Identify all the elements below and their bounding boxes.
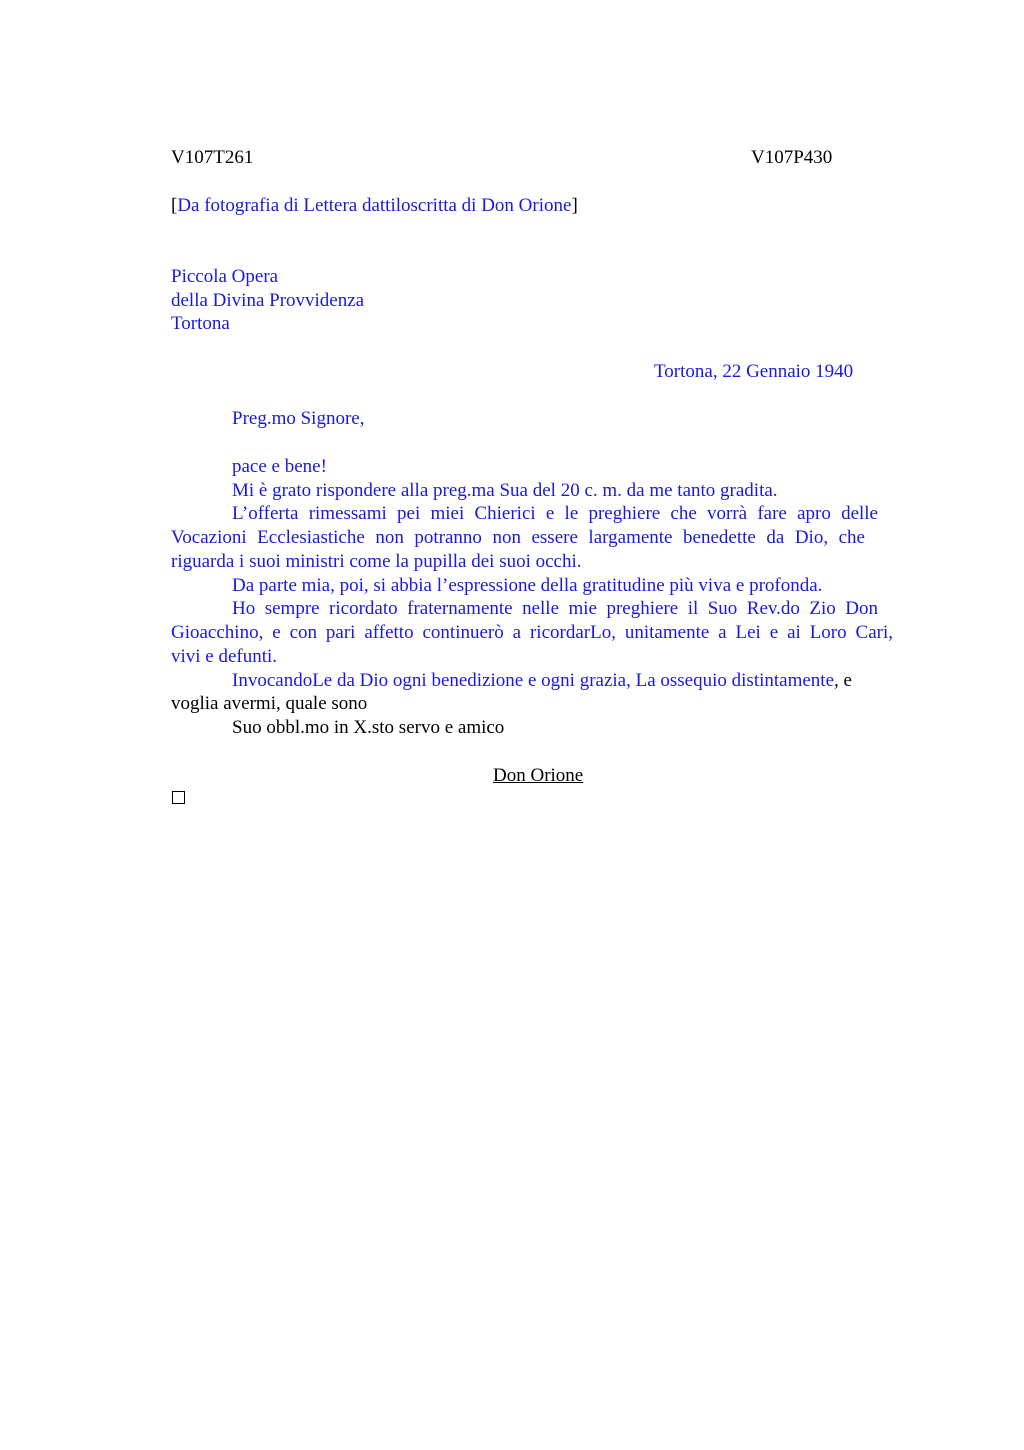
source-note-text: Da fotografia di Lettera dattiloscritta di Don Orione xyxy=(177,195,572,216)
paragraph-5-line-1 xyxy=(232,669,852,693)
source-note-close-bracket: ] xyxy=(571,195,578,216)
signature: Don Orione xyxy=(493,765,584,786)
document-code-left: V107T261 xyxy=(171,147,254,168)
letter-date: Tortona, 22 Gennaio 1940 xyxy=(654,361,854,382)
paragraph-2-line-1: L’offerta rimessami pei miei Chierici e le preghiere che vorrà fare apro delle xyxy=(232,503,878,524)
paragraph-4-line-3: vivi e defunti. xyxy=(171,646,278,667)
salutation: Preg.mo Signore, xyxy=(232,408,365,429)
source-note xyxy=(171,194,578,218)
paragraph-4-line-2: Gioacchino, e con pari affetto continuerò a ricordarLo, unitamente a Lei e ai Loro Cari, xyxy=(171,622,893,643)
paragraph-1: Mi è grato rispondere alla preg.ma Sua del 20 c. m. da me tanto gradita. xyxy=(232,480,778,501)
paragraph-5-blue-text: InvocandoLe da Dio ogni benedizione e ogni grazia, La ossequio distintamente xyxy=(232,670,835,691)
paragraph-4-line-1: Ho sempre ricordato fraternamente nelle mie preghiere il Suo Rev.do Zio Don xyxy=(232,598,878,619)
paragraph-2-line-2: Vocazioni Ecclesiastiche non potranno non essere largamente benedette da Dio, che xyxy=(171,527,865,548)
letterhead-line-2: della Divina Provvidenza xyxy=(171,290,365,311)
closing: Suo obbl.mo in X.sto servo e amico xyxy=(232,717,505,738)
paragraph-5-line-2: voglia avermi, quale sono xyxy=(171,693,368,714)
paragraph-3: Da parte mia, poi, si abbia l’espressione della gratitudine più viva e profonda. xyxy=(232,575,823,596)
letterhead-line-3: Tortona xyxy=(171,313,230,334)
paragraph-5-black-text: , e xyxy=(834,670,852,691)
greeting: pace e bene! xyxy=(232,456,327,477)
document-code-right: V107P430 xyxy=(751,147,833,168)
letterhead-line-1: Piccola Opera xyxy=(171,266,279,287)
checkbox-square-icon xyxy=(172,791,185,804)
paragraph-2-line-3: riguarda i suoi ministri come la pupilla dei suoi occhi. xyxy=(171,551,582,572)
source-note-open-bracket: [ xyxy=(171,195,178,216)
